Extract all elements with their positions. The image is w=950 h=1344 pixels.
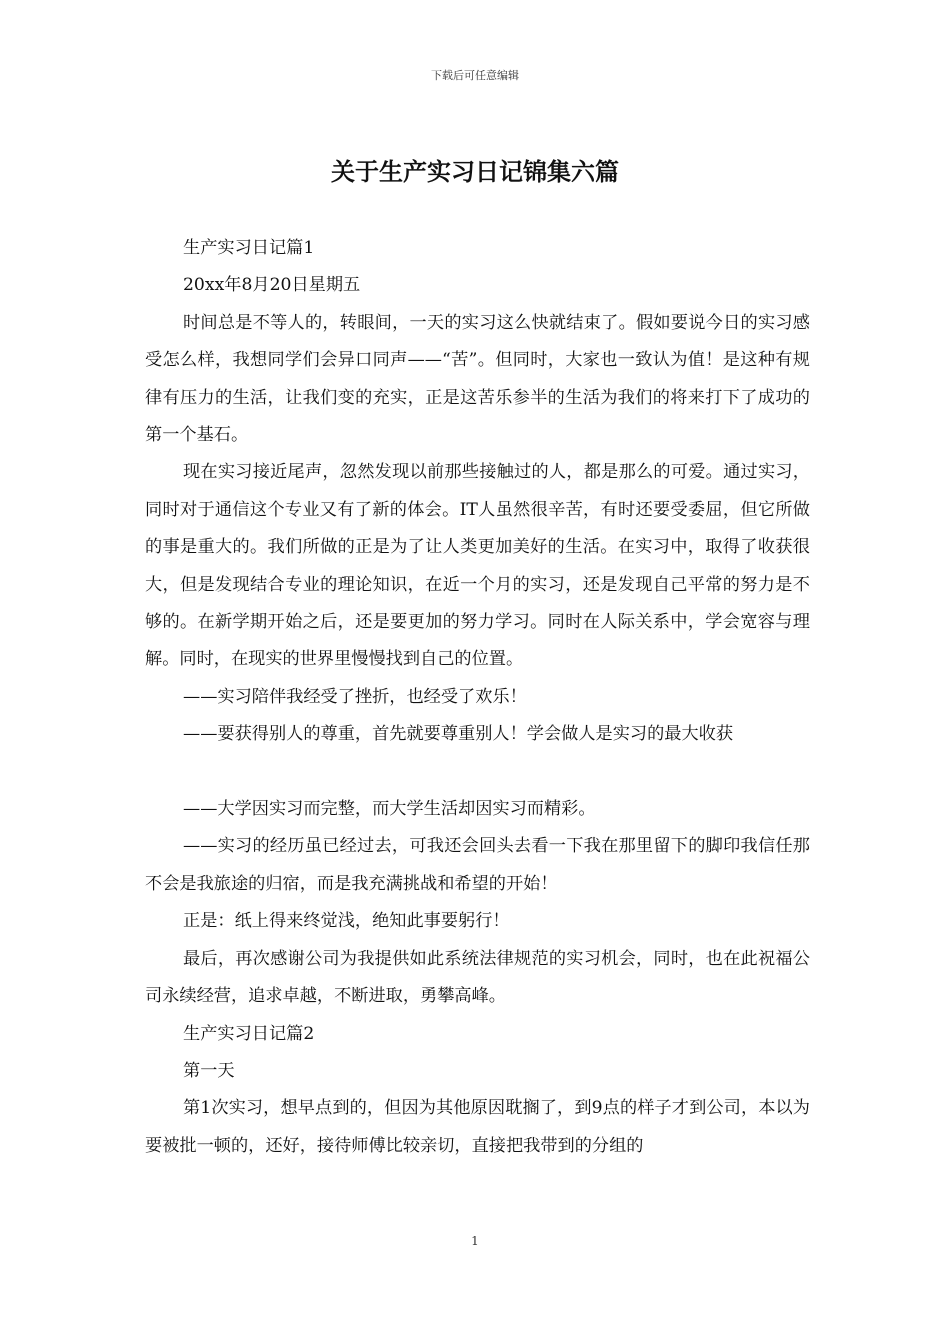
document-body bbox=[145, 230, 810, 1165]
section-heading: 生产实习日记篇1 bbox=[183, 238, 315, 258]
page-number: 1 bbox=[471, 1234, 479, 1248]
date-line: 20xx年8月20日星期五 bbox=[183, 275, 361, 296]
section-heading: 生产实习日记篇2 bbox=[183, 1023, 315, 1044]
paragraph: 现在实习接近尾声，忽然发现以前那些接触过的人，都是那么的可爱。通过实习，同时对于通信这个专业又有了新的体会。IT人虽然很辛苦，有时还要受委屈，但它所做的事是重大的。我们所做的正是为了让人类更加美好的生活。在实习中，取得了收获很大，但是发现结合专业的理论知识，在近一个月的实习，还是发现自己平常的努力是不够的。在新学期开始之后，还是要更加的努力学习。同时在人际关系中，学会宽容与理解。同时，在现实的世界里慢慢找到自己的位置。 bbox=[145, 462, 810, 670]
paragraph: 第1次实习，想早点到的，但因为其他原因耽搁了，到9点的样子才到公司，本以为要被批一顿的，还好，接待师傅比较亲切，直接把我带到的分组的 bbox=[145, 1098, 810, 1156]
quote-line: ——要获得别人的尊重，首先就要尊重别人！学会做人是实习的最大收获 bbox=[183, 724, 734, 745]
paragraph: 时间总是不等人的，转眼间，一天的实习这么快就结束了。假如要说今日的实习感受怎么样，我想同学们会异口同声——“苦”。但同时，大家也一致认为值！是这种有规律有压力的生活，让我们变的充实，正是这苦乐参半的生活为我们的将来打下了成功的第一个基石。 bbox=[145, 312, 810, 446]
quote-line: ——实习的经历虽已经过去，可我还会回头去看一下我在那里留下的脚印我信任那不会是我旅途的归宿，而是我充满挑战和希望的开始！ bbox=[145, 836, 810, 894]
header-note: 下载后可任意编辑 bbox=[431, 69, 519, 82]
quote-line: ——实习陪伴我经受了挫折，也经受了欢乐！ bbox=[183, 686, 527, 707]
quote-line: ——大学因实习而完整，而大学生活却因实习而精彩。 bbox=[183, 799, 596, 820]
paragraph: 正是：纸上得来终觉浅，绝知此事要躬行！ bbox=[183, 911, 510, 932]
day-heading: 第一天 bbox=[183, 1060, 235, 1081]
document-title: 关于生产实习日记锦集六篇 bbox=[331, 158, 619, 186]
paragraph: 最后，再次感谢公司为我提供如此系统法律规范的实习机会，同时，也在此祝福公司永续经营，追求卓越，不断进取，勇攀高峰。 bbox=[145, 948, 810, 1007]
